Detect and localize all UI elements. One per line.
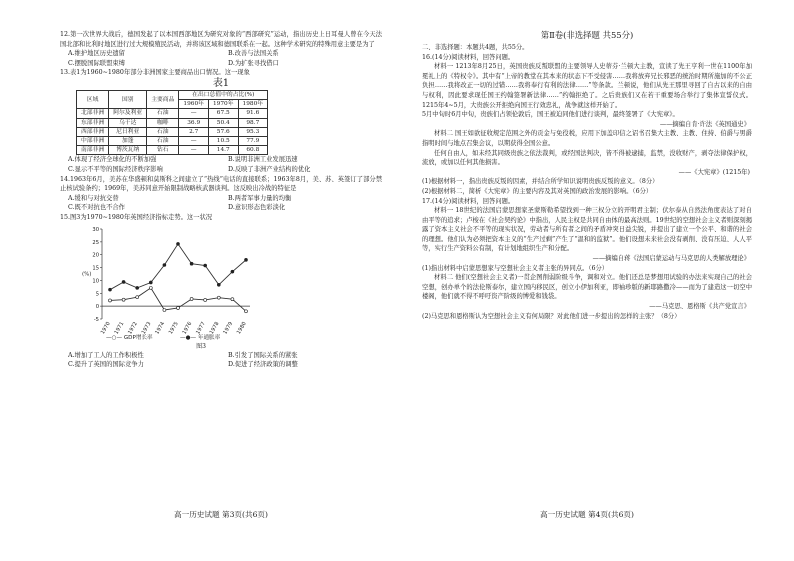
q14-options — [60, 194, 382, 213]
table-header: 在出口总值中的占比(%) — [179, 90, 268, 99]
series-line-inflation — [110, 243, 246, 289]
q14-option-d[interactable]: D.意识形态色彩淡化 — [228, 204, 286, 212]
q12-option-b[interactable]: B.改善与法国关系 — [228, 50, 279, 58]
table-cell: 10.5 — [208, 136, 238, 145]
gdp-point — [122, 298, 125, 301]
x-tick-label: 1972 — [127, 320, 139, 335]
y-tick-label: -5 — [93, 316, 99, 323]
inflation-point — [122, 280, 125, 283]
y-tick-label: 30 — [92, 226, 99, 233]
gdp-point — [149, 286, 152, 289]
left-page-footer: 高一历史试题 第3页(共6页) — [174, 510, 268, 519]
q16-question-2: (2)根据材料二，简析《大宪章》的主要内容及其对英国的政治发展的影响。（6分） — [422, 187, 653, 195]
table-header: 1960年 — [179, 100, 209, 109]
right-page-footer: 高一历史试题 第4页(共6页) — [540, 510, 634, 519]
table-row — [77, 127, 268, 136]
table-cell: 东部非洲 — [77, 118, 109, 127]
table-cell: 阿尔及利亚 — [109, 109, 147, 118]
q12-options — [60, 49, 382, 68]
table-cell: 尼日利亚 — [109, 127, 147, 136]
y-tick-label: 0 — [95, 303, 99, 310]
x-tick-label: 1978 — [208, 320, 221, 335]
table-cell: 南部非洲 — [77, 146, 109, 155]
table-cell: 石油 — [147, 127, 179, 136]
q15-option-d[interactable]: D.促进了经济政策的调整 — [228, 361, 298, 369]
table-cell: 95.3 — [238, 127, 268, 136]
table-row — [77, 146, 268, 155]
table-cell: 西部非洲 — [77, 127, 109, 136]
q14-option-c[interactable]: C.既不对抗也不合作 — [68, 204, 125, 212]
q17-head: 17.(14分)阅读材料，回答问题。 — [422, 197, 515, 205]
table-cell: 67.5 — [208, 109, 238, 118]
left-page — [60, 30, 382, 370]
q13-options — [60, 155, 382, 174]
q16-material-2b: 任何自由人，如未经其同级贵族之依法裁判，或经国法判决，皆不得被逮捕，监禁，没收财产，剥夺法律保护权，流放，或加以任何其他损害。 — [422, 149, 752, 167]
inflation-point — [217, 283, 220, 286]
right-page — [422, 30, 752, 321]
inflation-point — [190, 262, 193, 265]
q12-option-a[interactable]: A.维护地区历史遗留 — [68, 50, 125, 58]
x-tick-label: 1973 — [140, 320, 153, 335]
x-tick-label: 1976 — [181, 320, 194, 335]
table-title: 表1 — [212, 77, 230, 89]
table-cell: 乌干达 — [109, 118, 147, 127]
gdp-point — [109, 299, 112, 302]
gdp-point — [177, 306, 180, 309]
q12-option-d[interactable]: D.为扩张寻找借口 — [228, 59, 279, 67]
inflation-point — [163, 263, 166, 266]
q15-option-b[interactable]: B.引发了国际关系的紧张 — [228, 351, 298, 359]
gdp-point — [163, 308, 166, 311]
table-row — [77, 109, 268, 118]
y-tick-label: 20 — [92, 252, 99, 259]
q15-option-a[interactable]: A.增加了工人的工作积极性 — [68, 351, 144, 359]
table-cell: 加蓬 — [109, 136, 147, 145]
q17-question-2: (2)马克思和恩格斯认为空想社会主义有何局限？对此他们进一步提出的怎样的主张？（8分） — [422, 312, 681, 320]
economic-chart — [72, 223, 332, 343]
x-tick-label: 1974 — [154, 320, 167, 335]
table-cell: — — [179, 109, 209, 118]
gdp-point — [217, 296, 220, 299]
table-header: 区域 — [77, 90, 109, 108]
y-axis-label: (%) — [82, 270, 92, 277]
inflation-point — [109, 288, 112, 291]
q16-material-1: 材料一 1213年8月25日，英国贵族反叛联盟的主要领导人史蒂芬·兰顿大主教，宣读了先王亨利一世在1100年加冕礼上的《特权令》。其中有“上帝的教堂在其本来的状态下不受侵害……我将放弃兄长邪恶的统治时期所施加的不公正负担……我将改正一切的过错……我将奉行有利的法律……”等条款。兰顿说，他们从先王那里寻回了自古以来的自由与权利，因此要求现任国王约翰签署新法律……”约翰拒绝了。之后贵族们又在若干重要场合举行了集体宣誓仪式。1215年4~5月，大贵族公开拒绝向国王行效忠礼，战争就这样开始了。 — [422, 63, 752, 109]
x-tick-label: 1975 — [167, 320, 180, 335]
table-row — [77, 136, 268, 145]
inflation-point — [245, 258, 248, 261]
gdp-point — [204, 298, 207, 301]
q12-option-c[interactable]: C.摆脱国际联盟束缚 — [68, 59, 125, 67]
table-header: 主要商品 — [147, 90, 179, 108]
section-title: 第Ⅱ卷(非选择题 共55分) — [540, 30, 634, 40]
q16-source-1: ——摘编自肯·许法《英国通史》 — [659, 120, 750, 128]
legend-gdp: —○— GDP增长率 — [106, 334, 153, 341]
gdp-point — [136, 295, 139, 298]
table-cell: — — [179, 146, 209, 155]
table-cell: 咖啡 — [147, 118, 179, 127]
q16-head: 16.(14分)阅读材料，回答问题。 — [422, 53, 515, 61]
table-header: 1970年 — [208, 100, 238, 109]
x-tick-label: 1971 — [113, 320, 126, 335]
y-tick-label: 25 — [92, 239, 99, 246]
part-intro: 二、非选择题：本题共4题，共55分。 — [422, 44, 529, 51]
table-cell: 石油 — [147, 109, 179, 118]
export-table — [76, 90, 268, 155]
q13-option-a[interactable]: A.体现了经济全球化的不断加强 — [68, 156, 157, 164]
table-cell: 60.8 — [238, 146, 268, 155]
gdp-point — [190, 297, 193, 300]
inflation-point — [204, 264, 207, 267]
x-tick-label: 1970 — [99, 320, 112, 335]
legend-inflation: —●— 年通胀率 — [180, 334, 221, 341]
table-row — [77, 118, 268, 127]
gdp-point — [245, 309, 248, 312]
table-cell: 91.6 — [238, 109, 268, 118]
y-tick-label: 15 — [92, 265, 99, 272]
table-cell: 98.7 — [238, 118, 268, 127]
table-cell: 57.6 — [208, 127, 238, 136]
q13-option-d[interactable]: D.反映了非洲产业结构的优化 — [228, 165, 311, 173]
table-cell: 钻石 — [147, 146, 179, 155]
q16-material-1b: 5月中旬时6月中旬，贵族们占领伦敦后，国王被迫同他们进行谈判，最终签署了《大宪章》。 — [422, 111, 679, 119]
table-cell: 77.9 — [238, 136, 268, 145]
figure-caption: 图3 — [196, 342, 206, 350]
q14-stem: 14.1963年6月，美苏在华盛顿和莫斯科之间建立了“热线”电话的直接联系；1963年8月，美、苏、英签订了部分禁止核试验条约；1969年，美苏同意开始限制战略核武器谈判。这反映出冷战的特征是 — [60, 175, 382, 193]
q17-source-1: ——摘编自蒋《法国启蒙运动与马克思的人类解放理论》 — [592, 255, 750, 263]
gdp-point — [231, 297, 234, 300]
inflation-point — [149, 281, 152, 284]
table-cell: 博茨瓦纳 — [109, 146, 147, 155]
q14-option-a[interactable]: A.缓和与对抗交替 — [68, 194, 119, 202]
table-header: 1980年 — [238, 100, 268, 109]
q13-option-c[interactable]: C.显示不平等的国际经济秩序影响 — [68, 165, 163, 173]
q16-material-2: 材料二 国王如欲征收规定范围之外的贡金与免役税，应用下加盖印信之诏书召集大主教、主教、住持、伯爵与男爵指明时间与地点召集会议，以期获得全国公意。 — [422, 130, 752, 147]
inflation-point — [136, 286, 139, 289]
q15-option-c[interactable]: C.提升了英国的国际竞争力 — [68, 361, 144, 369]
q16-source-2: ——《大宪章》(1215年) — [678, 168, 750, 176]
table-cell: 36.9 — [179, 118, 209, 127]
q17-question-1: (1)指出材料中启蒙思想家与空想社会主义者主张的异同点。（6分） — [422, 264, 609, 272]
table-cell: 14.7 — [208, 146, 238, 155]
q17-source-2: ——马克思、恩格斯《共产党宣言》 — [649, 303, 750, 311]
x-tick-label: 1980 — [235, 320, 248, 335]
line-chart — [72, 223, 332, 343]
x-tick-label: 1977 — [195, 320, 207, 335]
q13-option-b[interactable]: B.说明非洲工业发展迅速 — [228, 156, 298, 164]
table-cell: 石油 — [147, 136, 179, 145]
q17-material-2: 材料二 他们(空想社会主义者)一贯企图削弱阶级斗争，调和对立。他们还总是梦想用试验的办法来实现自己的社会空想，创办单个的法伦斯泰尔，建立国内移民区，创立小伊加利亚，即袖珍版的新耶路撒冷——而为了建造这一切空中楼阁，他们就不得不呼吁资产阶级的博爱和钱袋。 — [422, 274, 752, 301]
x-tick-label: 1979 — [222, 320, 235, 335]
y-tick-label: 10 — [92, 277, 99, 284]
q14-option-b[interactable]: B.两者军事力量的均衡 — [228, 194, 292, 202]
q16-question-1: (1)根据材料一，指出贵族反叛的因素，并结合所学知识说明贵族反叛的意义。（8分） — [422, 178, 659, 186]
q13-stem: 13.表1为1960~1980年部分非洲国家主要商品出口情况。这一现象 — [60, 69, 250, 77]
q17-material-1: 材料一 18世纪的法国启蒙思想家圣蒙斯勒希望找到一种三权分立的开明君主制；伏尔泰从自然法角度表达了对自由平等的追求；卢梭在《社会契约论》中指出，人民主权是共同自由体的最高法则。19世纪的空想社会主义者则深刻揭露了资本主义社会不平等的现实状况，劳动者与所有者之间的矛盾冲突日益尖锐，并提出了建立一个公平、和谐的社会的理想。他们认为必须把资本主义的“生产过剩”产生了“温和的监狱”。他们设想未来社会没有剥削、没有压迫、人人平等，实行生产资料公有制，有计划地组织生产和分配。 — [422, 207, 752, 253]
table-cell: 2.7 — [179, 127, 209, 136]
q15-options — [60, 351, 382, 370]
y-tick-label: 5 — [95, 290, 99, 297]
table-cell: — — [179, 136, 209, 145]
table-cell: 中部非洲 — [77, 136, 109, 145]
inflation-point — [231, 270, 234, 273]
table-cell: 50.4 — [208, 118, 238, 127]
q15-stem: 15.图3为1970~1980年英国经济指标走势。这一状况 — [60, 213, 213, 221]
table-header: 国别 — [109, 90, 147, 108]
table-cell: 北部非洲 — [77, 109, 109, 118]
inflation-point — [177, 242, 180, 245]
q12-stem: 12.第一次世界大战后，德国发起了以本国西部地区为研究对象的“西部研究”运动，指出历史上日耳曼人曾在今天法国北部和比利时地区进行过大规模殖民活动，并将该区域和德国联系在一起。这种学术研究的特殊用意主要是为了 — [60, 31, 382, 48]
